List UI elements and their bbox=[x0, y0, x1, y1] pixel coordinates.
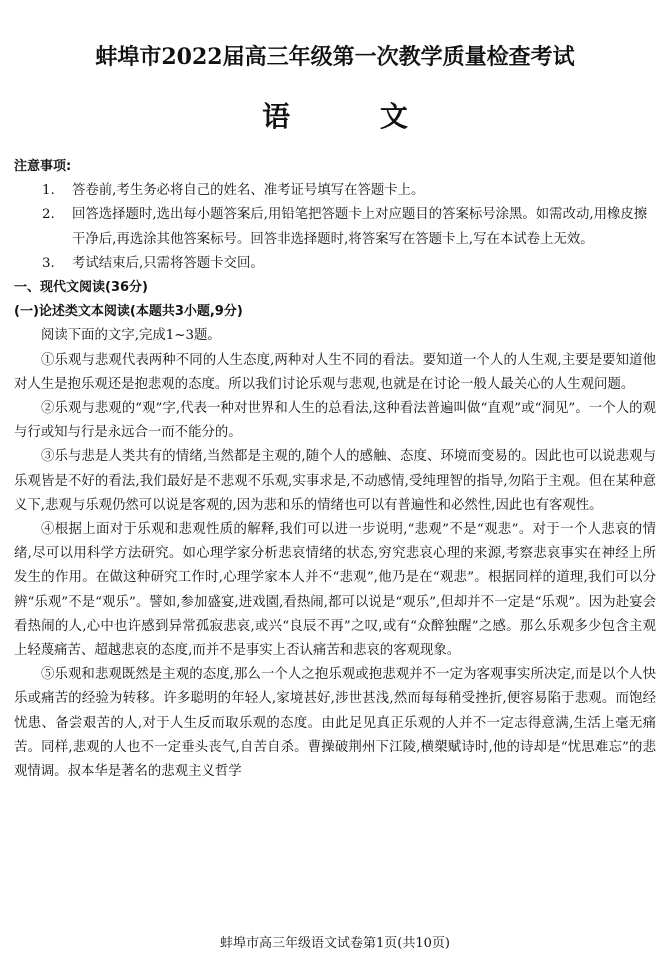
notice-item-text: 答卷前,考生务必将自己的姓名、准考证号填写在答题卡上。 bbox=[72, 183, 425, 199]
exam-content bbox=[14, 155, 656, 784]
notice-heading: 注意事项: bbox=[14, 159, 72, 174]
notice-item bbox=[14, 179, 656, 203]
subject-title: 语 文 bbox=[262, 100, 448, 133]
exam-title: 蚌埠市2022届高三年级第一次教学质量检查考试 bbox=[95, 44, 575, 70]
subsection-heading: (一)论述类文本阅读(本题共3小题,9分) bbox=[14, 304, 243, 320]
passage-paragraph: ③乐与悲是人类共有的情绪,当然都是主观的,随个人的感触、态度、环境而变易的。因此也可以说悲观与乐观皆是不好的看法,我们最好是不悲观不乐观,实事求是,不动感情,受纯理智的指导,勿陷于主观。但在某种意义下,悲观与乐观仍然可以说是客观的,因为悲和乐的情绪也可以有普遍性和必然性,因此也有客观性。 bbox=[14, 449, 656, 513]
passage-paragraph: ①乐观与悲观代表两种不同的人生态度,两种对人生不同的看法。要知道一个人的人生观,主要是要知道他对人生是抱乐观还是抱悲观的态度。所以我们讨论乐观与悲观,也就是在讨论一般人最关心的人生观问题。 bbox=[14, 352, 656, 392]
notice-item-number: 3. bbox=[42, 255, 55, 271]
passage-paragraph: ⑤乐观和悲观既然是主观的态度,那么一个人之抱乐观或抱悲观并不一定为客观事实所决定,而是以个人快乐或痛苦的经验为转移。许多聪明的年轻人,家境甚好,涉世甚浅,然而每每稍受挫折,便容易陷于悲观。而饱经忧患、备尝艰苦的人,对于人生反而取乐观的态度。由此足见真正乐观的人并不一定志得意满,生活上毫无痛苦。同样,悲观的人也不一定垂头丧气,自苦自杀。曹操破荆州下江陵,横槊赋诗时,他的诗却是“忧思难忘”的悲观情调。叔本华是著名的悲观主义哲学 bbox=[14, 667, 656, 780]
notice-item bbox=[14, 203, 656, 251]
reading-instruction: 阅读下面的文字,完成1~3题。 bbox=[41, 328, 221, 344]
notice-item-text: 回答选择题时,选出每小题答案后,用铅笔把答题卡上对应题目的答案标号涂黑。如需改动,用橡皮擦干净后,再选涂其他答案标号。回答非选择题时,将答案写在答题卡上,写在本试卷上无效。 bbox=[72, 207, 648, 247]
section-heading: 一、现代文阅读(36分) bbox=[14, 280, 148, 296]
passage-paragraph: ④根据上面对于乐观和悲观性质的解释,我们可以进一步说明,“悲观”不是“观悲”。对于一个人悲哀的情绪,尽可以用科学方法研究。如心理学家分析悲哀情绪的状态,穷究悲哀心理的来源,考察悲哀事实在神经上所发生的作用。在做这种研究工作时,心理学家本人并不“悲观”,他乃是在“观悲”。根据同样的道理,我们可以分辨“乐观”不是“观乐”。譬如,参加盛宴,进戏園,看热闹,都可以说是“观乐”,但却并不一定是“乐观”。因为赴宴会看热闹的人,心中也许感到异常孤寂悲哀,或兴“良辰不再”之叹,或有“众醉独醒”之感。那么乐观多少包含主观上轻蔑痛苦、超越悲哀的态度,而并不是事实上否认痛苦和悲哀的客观现象。 bbox=[14, 522, 656, 659]
notice-item-number: 1. bbox=[42, 183, 55, 199]
passage-paragraph: ②乐观与悲观的“观”字,代表一种对世界和人生的总看法,这种看法普遍叫做“直观”或“洞见”。一个人的观与行或知与行是永远合一而不能分的。 bbox=[14, 401, 656, 441]
notice-item-number: 2. bbox=[42, 207, 55, 223]
notice-item bbox=[14, 252, 656, 276]
page-footer: 蚌埠市高三年级语文试卷第1页(共10页) bbox=[220, 936, 450, 951]
notice-item-text: 考试结束后,只需将答题卡交回。 bbox=[72, 255, 264, 271]
